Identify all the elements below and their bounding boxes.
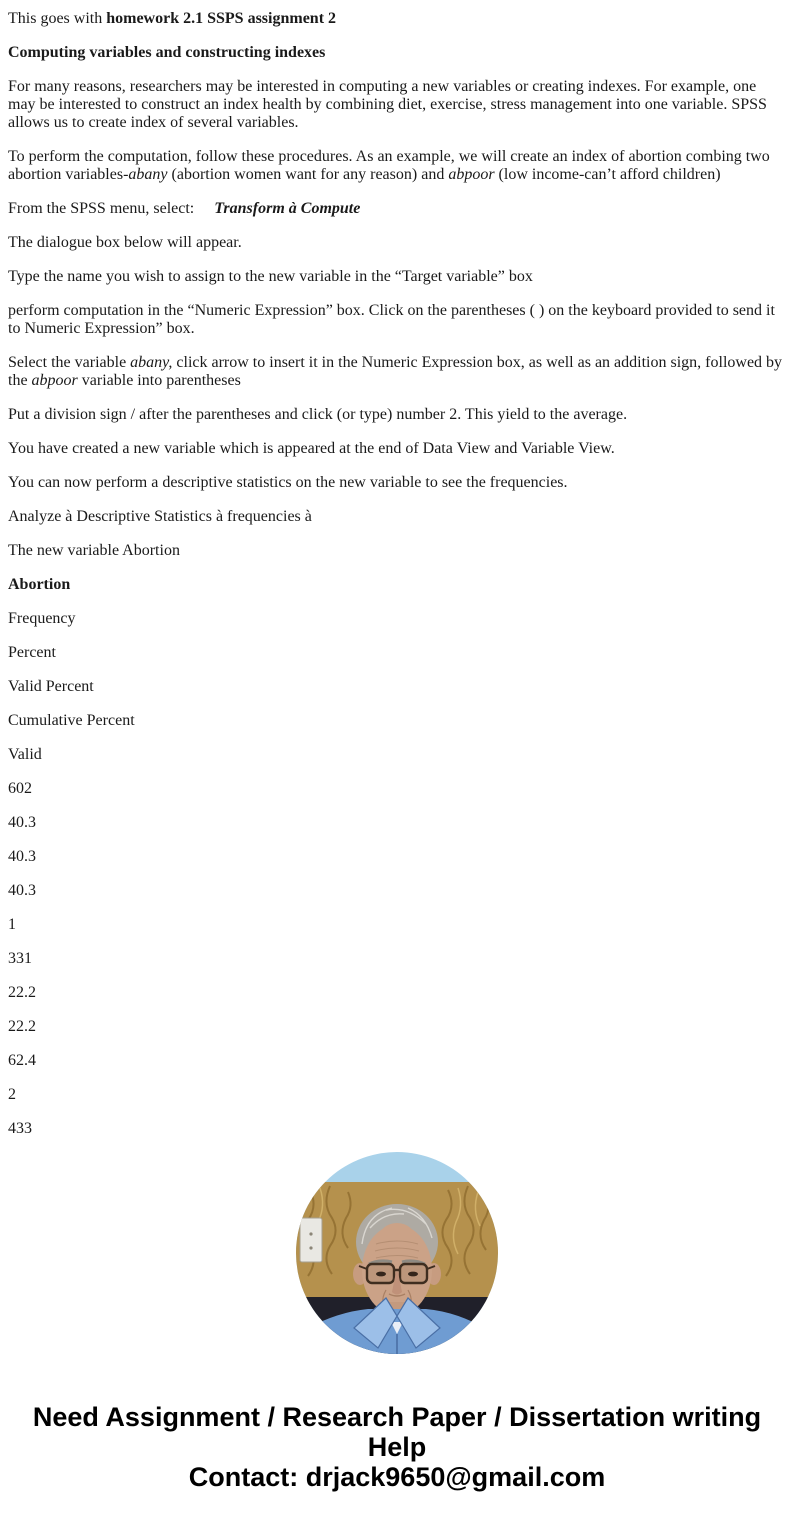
paragraph-select-variable xyxy=(8,354,786,390)
paragraph-numeric-expression: perform computation in the “Numeric Expression” box. Click on the parentheses ( ) on the keyboard provided to send it to Numeric Expression” box. xyxy=(8,302,775,337)
variable-abpoor: abpoor xyxy=(448,166,495,183)
table-line-value: 40.3 xyxy=(8,814,36,831)
text-run: Select the variable xyxy=(8,354,131,371)
table-line-valid-percent: Valid Percent xyxy=(8,678,94,695)
text-run: From the SPSS menu, select: xyxy=(8,200,215,217)
section-heading: Computing variables and constructing indexes xyxy=(8,44,326,61)
tutor-photo xyxy=(296,1152,498,1354)
text-run: click arrow to insert it in the Numeric Expression box, as well as an addition sign, followed by the xyxy=(8,354,783,389)
menu-path: Transform à Compute xyxy=(214,200,361,217)
table-line-value: 40.3 xyxy=(8,882,36,899)
footer-banner xyxy=(32,1402,762,1492)
table-line-frequency: Frequency xyxy=(8,610,76,627)
footer-contact-email: Contact: drjack9650@gmail.com xyxy=(188,1462,606,1492)
table-line-percent: Percent xyxy=(8,644,56,661)
paragraph-target-variable: Type the name you wish to assign to the new variable in the “Target variable” box xyxy=(8,268,533,285)
paragraph-analyze-path: Analyze à Descriptive Statistics à frequencies à xyxy=(8,508,312,525)
table-line-value: 331 xyxy=(8,950,32,967)
switch-plate xyxy=(300,1218,322,1262)
variable-abpoor: abpoor xyxy=(31,372,78,389)
paragraph-create-index xyxy=(8,148,786,184)
table-line-value: 40.3 xyxy=(8,848,36,865)
table-title: Abortion xyxy=(8,576,71,593)
paragraph-new-variable: The new variable Abortion xyxy=(8,542,180,559)
paragraph-descriptive: You can now perform a descriptive statistics on the new variable to see the frequencies. xyxy=(8,474,568,491)
text-run: To perform the computation, follow these procedures. As an example, we will create an index of abortion combing two abortion variables- xyxy=(8,148,770,183)
table-line-value: 22.2 xyxy=(8,1018,36,1035)
footer-help-text: Need Assignment / Research Paper / Dissertation writing Help xyxy=(32,1402,762,1462)
table-line-value: 2 xyxy=(8,1086,16,1103)
text-run: (abortion women want for any reason) and xyxy=(167,166,449,183)
paragraph-dialogue: The dialogue box below will appear. xyxy=(8,234,242,251)
table-line-value: 22.2 xyxy=(8,984,36,1001)
table-line-value: 602 xyxy=(8,780,32,797)
table-line-value: 1 xyxy=(8,916,16,933)
table-line-value: 62.4 xyxy=(8,1052,36,1069)
text-run: This goes with xyxy=(8,10,107,27)
text-run: (low income-can’t afford children) xyxy=(494,166,721,183)
paragraph-menu-path xyxy=(8,200,786,218)
table-line-cumulative-percent: Cumulative Percent xyxy=(8,712,135,729)
table-line-valid: Valid xyxy=(8,746,42,763)
photo-section xyxy=(0,1152,794,1354)
paragraph-created: You have created a new variable which is appeared at the end of Data View and Variable View. xyxy=(8,440,615,457)
text-run-bold: homework 2.1 SSPS assignment 2 xyxy=(106,10,337,27)
paragraph-division: Put a division sign / after the parentheses and click (or type) number 2. This yield to the average. xyxy=(8,406,628,423)
variable-abany: abany, xyxy=(130,354,173,371)
table-line-value-clipped: 433 xyxy=(8,1120,32,1137)
intro-line xyxy=(8,10,786,28)
text-run: variable into parentheses xyxy=(77,372,241,389)
paragraph-reasons: For many reasons, researchers may be interested in computing a new variables or creating indexes. For example, one may be interested to construct an index health by combining diet, exercise, stress management into one variable. SPSS allows us to create index of several variables. xyxy=(8,78,767,131)
variable-abany: abany xyxy=(128,166,168,183)
